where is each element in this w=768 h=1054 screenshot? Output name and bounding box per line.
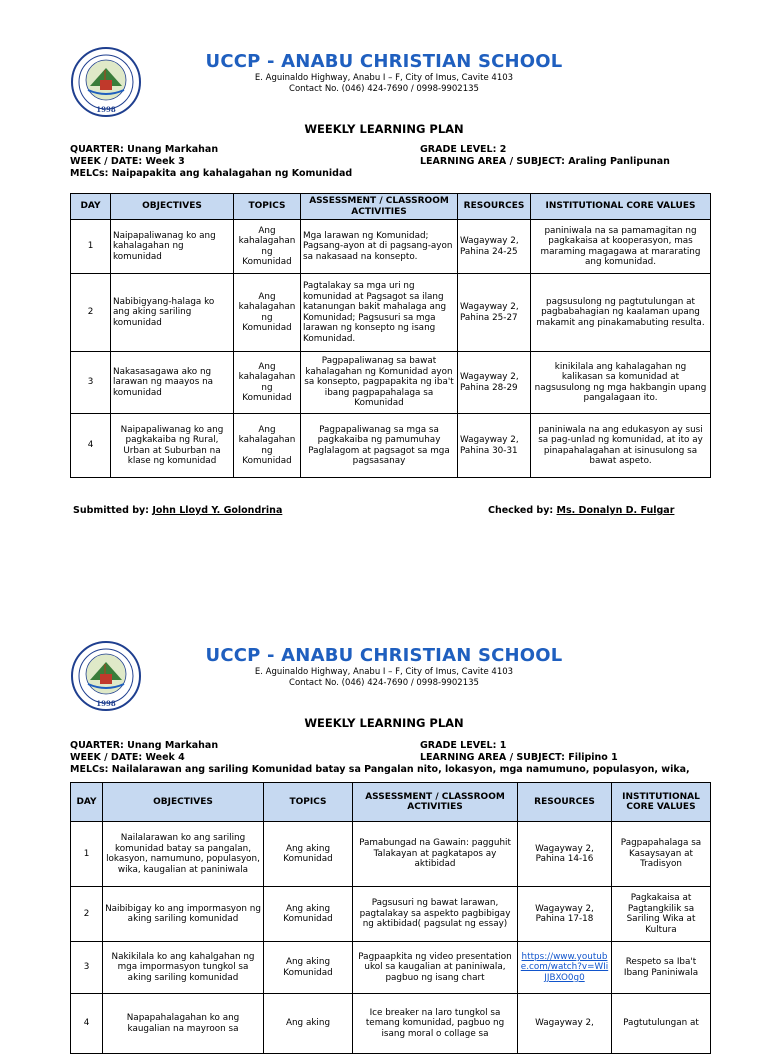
cell-core-values: kinikilala ang kahalagahan ng kalikasan sa komunidad at nagsusulong ng mga hakbangin upang pangalagaan ito. (531, 352, 711, 414)
learning-area: LEARNING AREA / SUBJECT: Araling Panlipunan (420, 156, 670, 167)
cell-topics: Ang kahalagahan ng Komunidad (234, 274, 301, 352)
cell-core-values: Pagpapahalaga sa Kasaysayan at Tradisyon (612, 822, 711, 887)
cell-day: 1 (71, 220, 111, 274)
cell-topics: Ang kahalagahan ng Komunidad (234, 414, 301, 478)
cell-topics: Ang aking Komunidad (264, 822, 353, 887)
header-core-values: INSTITUTIONAL CORE VALUES (612, 783, 711, 822)
learning-area: LEARNING AREA / SUBJECT: Filipino 1 (420, 752, 618, 763)
cell-core-values: Pagtutulungan at (612, 994, 711, 1054)
cell-core-values: Pagkakaisa at Pagtangkilik sa Sariling Wika at Kultura (612, 887, 711, 942)
melcs: MELCs: Nailalarawan ang sariling Komunidad batay sa Pangalan nito, lokasyon, mga namumuno, populasyon, wika, (70, 764, 690, 775)
cell-core-values: paniniwala na ang edukasyon ay susi sa pag-unlad ng komunidad, at ito ay pinapahalagahan at isinusulong sa bawat aspeto. (531, 414, 711, 478)
cell-objectives: Nakikilala ko ang kahalgahan ng mga impormasyon tungkol sa aking sariling komunidad (103, 942, 264, 994)
cell-resources: Wagayway 2, Pahina 14-16 (518, 822, 612, 887)
cell-activities: Pagtalakay sa mga uri ng komunidad at Pagsagot sa ilang katanungan bakit mahalaga ang Komunidad; Pagsusuri sa mga larawan ng konsepto ng isang Komunidad. (301, 274, 458, 352)
table-header-row (71, 783, 711, 822)
cell-core-values: pagsusulong ng pagtutulungan at pagbabahagian ng kaalaman upang makamit ang pinakamabuting resulta. (531, 274, 711, 352)
header-topics: TOPICS (264, 783, 353, 822)
school-address: E. Aguinaldo Highway, Anabu I – F, City of Imus, Cavite 4103 (254, 73, 514, 83)
submitted-label: Submitted by: (73, 505, 149, 516)
cell-objectives: Nailalarawan ko ang sariling komunidad batay sa pangalan, lokasyon, namumuno, populasyon, wika, kaugalian at paniniwala (103, 822, 264, 887)
cell-resources: Wagayway 2, (518, 994, 612, 1054)
cell-day: 3 (71, 942, 103, 994)
logo-year: 1998 (96, 105, 116, 114)
plan-title: WEEKLY LEARNING PLAN (304, 122, 464, 136)
cell-topics: Ang kahalagahan ng Komunidad (234, 352, 301, 414)
grade-level: GRADE LEVEL: 1 (420, 740, 507, 751)
header-activities: ASSESSMENT / CLASSROOM ACTIVITIES (301, 194, 458, 220)
table-row (71, 942, 711, 994)
cell-resources: Wagayway 2, Pahina 30-31 (458, 414, 531, 478)
melcs: MELCs: Naipapakita ang kahalagahan ng Komunidad (70, 168, 353, 179)
plan-table (70, 782, 711, 1054)
cell-resources: Wagayway 2, Pahina 17-18 (518, 887, 612, 942)
cell-activities: Pagpapaliwanag sa mga sa pagkakaiba ng pamumuhay Paglalagom at pagsagot sa mga pagsasanay (301, 414, 458, 478)
cell-objectives: Naibibigay ko ang impormasyon ng aking sariling komunidad (103, 887, 264, 942)
cell-resources: Wagayway 2, Pahina 25-27 (458, 274, 531, 352)
table-row (71, 887, 711, 942)
header-resources: RESOURCES (518, 783, 612, 822)
week-date: WEEK / DATE: Week 3 (70, 156, 185, 167)
table-row (71, 822, 711, 887)
school-address: E. Aguinaldo Highway, Anabu I – F, City of Imus, Cavite 4103 (254, 667, 514, 677)
cell-day: 4 (71, 414, 111, 478)
cell-objectives: Naipapaliwanag ko ang kahalagahan ng komunidad (111, 220, 234, 274)
cell-activities: Pagsusuri ng bawat larawan, pagtalakay sa aspekto pagbibigay ng aktibidad( pagsulat ng essay) (353, 887, 518, 942)
header-day: DAY (71, 783, 103, 822)
cell-resources: Wagayway 2, Pahina 24-25 (458, 220, 531, 274)
header-day: DAY (71, 194, 111, 220)
cell-objectives: Napapahalagahan ko ang kaugalian na mayroon sa (103, 994, 264, 1054)
cell-topics: Ang kahalagahan ng Komunidad (234, 220, 301, 274)
cell-day: 3 (71, 352, 111, 414)
cell-activities: Pagpaapkita ng video presentation ukol sa kaugalian at paniniwala, pagbuo ng isang chart (353, 942, 518, 994)
checked-label: Checked by: (488, 505, 554, 516)
grade-level: GRADE LEVEL: 2 (420, 144, 507, 155)
cell-activities: Ice breaker na laro tungkol sa temang komunidad, pagbuo ng isang moral o collage sa (353, 994, 518, 1054)
checked-name: Ms. Donalyn D. Fulgar (556, 505, 675, 516)
cell-objectives: Nabibigyang-halaga ko ang aking sariling komunidad (111, 274, 234, 352)
cell-topics: Ang aking Komunidad (264, 942, 353, 994)
quarter: QUARTER: Unang Markahan (70, 740, 219, 751)
school-contact: Contact No. (046) 424-7690 / 0998-9902135 (289, 678, 479, 688)
logo-year: 1998 (96, 699, 116, 708)
school-name: UCCP - ANABU CHRISTIAN SCHOOL (205, 645, 563, 666)
header-topics: TOPICS (234, 194, 301, 220)
cell-activities: Pagpapaliwanag sa bawat kahalagahan ng Komunidad ayon sa konsepto, pagpapakita ng iba't ibang pagpapahalaga sa Komunidad (301, 352, 458, 414)
cell-core-values: Respeto sa Iba't Ibang Paniniwala (612, 942, 711, 994)
cell-activities: Pamabungad na Gawain: pagguhit Talakayan at pagkatapos ay aktibidad (353, 822, 518, 887)
cell-day: 2 (71, 274, 111, 352)
week-date: WEEK / DATE: Week 4 (70, 752, 185, 763)
header-activities: ASSESSMENT / CLASSROOM ACTIVITIES (353, 783, 518, 822)
header-objectives: OBJECTIVES (103, 783, 264, 822)
cell-objectives: Nakasasagawa ako ng larawan ng maayos na komunidad (111, 352, 234, 414)
cell-activities: Mga larawan ng Komunidad; Pagsang-ayon at di pagsang-ayon sa nakasaad na konsepto. (301, 220, 458, 274)
cell-day: 1 (71, 822, 103, 887)
quarter: QUARTER: Unang Markahan (70, 144, 219, 155)
cell-resources: Wagayway 2, Pahina 28-29 (458, 352, 531, 414)
cell-day: 2 (71, 887, 103, 942)
header-core-values: INSTITUTIONAL CORE VALUES (531, 194, 711, 220)
cell-day: 4 (71, 994, 103, 1054)
cell-core-values: paniniwala na sa pamamagitan ng pagkakaisa at kooperasyon, mas maraming magagawa at mararating ang komunidad. (531, 220, 711, 274)
submitted-name: John Lloyd Y. Golondrina (152, 505, 283, 516)
school-contact: Contact No. (046) 424-7690 / 0998-9902135 (289, 84, 479, 94)
cell-objectives: Naipapaliwanag ko ang pagkakaiba ng Rural, Urban at Suburban na klase ng komunidad (111, 414, 234, 478)
header-resources: RESOURCES (458, 194, 531, 220)
cell-topics: Ang aking (264, 994, 353, 1054)
header-objectives: OBJECTIVES (111, 194, 234, 220)
resource-link[interactable]: https://www.youtube.com/watch?v=WIiJJBXO0g0 (520, 951, 609, 983)
school-name: UCCP - ANABU CHRISTIAN SCHOOL (205, 51, 563, 72)
plan-title: WEEKLY LEARNING PLAN (304, 716, 464, 730)
cell-resources (518, 942, 612, 994)
cell-topics: Ang aking Komunidad (264, 887, 353, 942)
